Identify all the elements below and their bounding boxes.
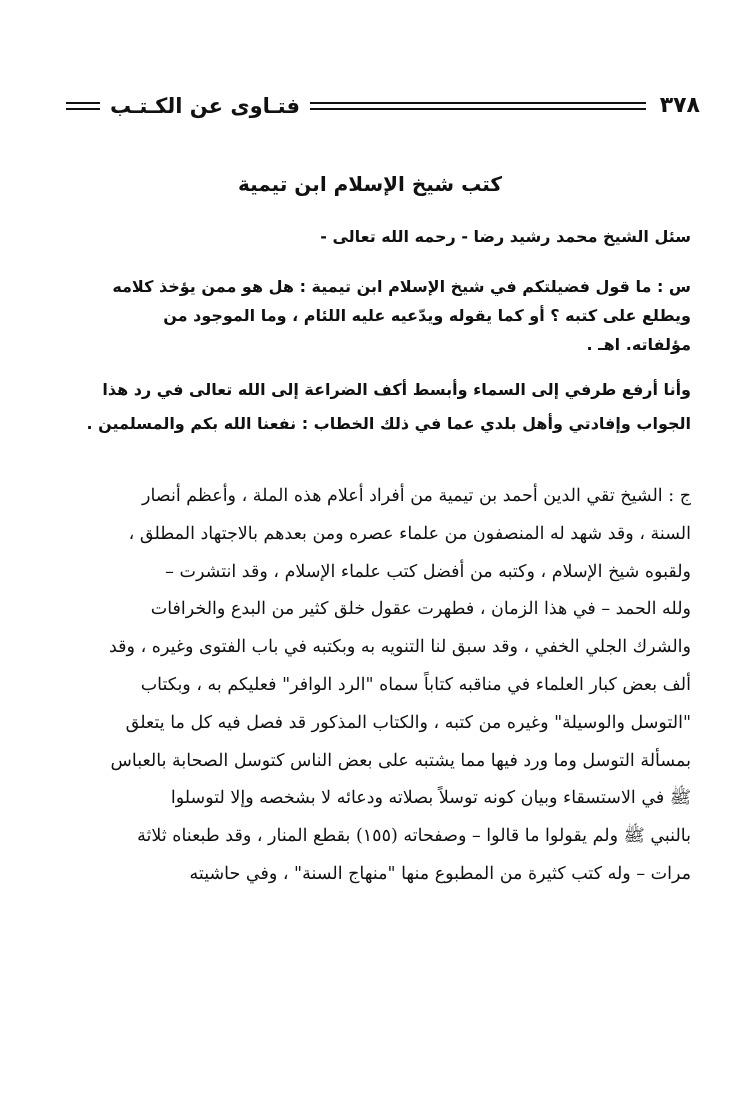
header-rule [310,102,646,110]
chapter-title: كتب شيخ الإسلام ابن تيمية [237,172,503,196]
question-line: س : ما قول فضيلتكم في شيخ الإسلام ابن تيمية : هل هو ممن يؤخذ كلامه [112,277,691,296]
request-paragraph [49,373,691,441]
running-title: فتـاوى عن الكـتـب [110,94,301,118]
request-line: وأنا أرفع طرفي إلى السماء وأبسط أكف الضراعة إلى الله تعالى في رد هذا [102,380,691,399]
page-header [60,90,700,122]
answer-line: السنة ، وقد شهد له المنصفون من علماء عصره ومن بعدهم بالاجتهاد المطلق ، [128,523,691,544]
answer-line: ولله الحمد – في هذا الزمان ، فطهرت عقول خلق كثير من البدع والخرافات [150,599,691,620]
answer-line: ج : الشيخ تقي الدين أحمد بن تيمية من أفراد أعلام هذه الملة ، وأعظم أنصار [142,486,691,506]
answer-line: ولقبوه شيخ الإسلام ، وكتبه من أفضل كتب علماء الإسلام ، وقد انتشرت – [165,561,691,582]
answer-line: ألف بعض كبار العلماء في مناقبه كتاباً سماه "الرد الوافر" فعليكم به ، وبكتاب [140,674,691,695]
question-line: ويطلع على كتبه ؟ أو كما يقوله ويدّعيه عليه اللئام ، وما الموجود من [163,306,691,325]
answer-line: بالنبي ﷺ ولم يقولوا ما قالوا – وصفحاته (١٥٥) بقطع المنار ، وقد طبعناه ثلاثة [137,826,691,847]
question-line: مؤلفاته. اهـ . [586,335,691,354]
header-rule-end [66,102,100,110]
page-number: ٣٧٨ [659,93,700,118]
answer-paragraph [49,478,691,894]
answer-line: مرات – وله كتب كثيرة من المطبوع منها "منهاج السنة" ، وفي حاشيته [189,863,691,884]
asked-line: سئل الشيخ محمد رشيد رضا - رحمه الله تعالى - [320,227,691,246]
answer-line: والشرك الجلي الخفي ، وقد سبق لنا التنويه به وبكتبه في باب الفتوى وغيره ، وقد [109,637,691,658]
request-line: الجواب وإفادتي وأهل بلدي عما في ذلك الخطاب : نفعنا الله بكم والمسلمين . [86,414,691,433]
answer-line: بمسألة التوسل وما ورد فيها مما يشتبه على بعض الناس كتوسل الصحابة بالعباس [110,750,691,771]
answer-line: ﷺ في الاستسقاء وبيان كونه توسلاً بصلاته ودعائه لا بشخصه وإلا لتوسلوا [170,788,691,809]
question-paragraph [49,272,691,359]
answer-line: "التوسل والوسيلة" وغيره من كتبه ، والكتاب المذكور قد فصل فيه كل ما يتعلق [125,712,691,733]
